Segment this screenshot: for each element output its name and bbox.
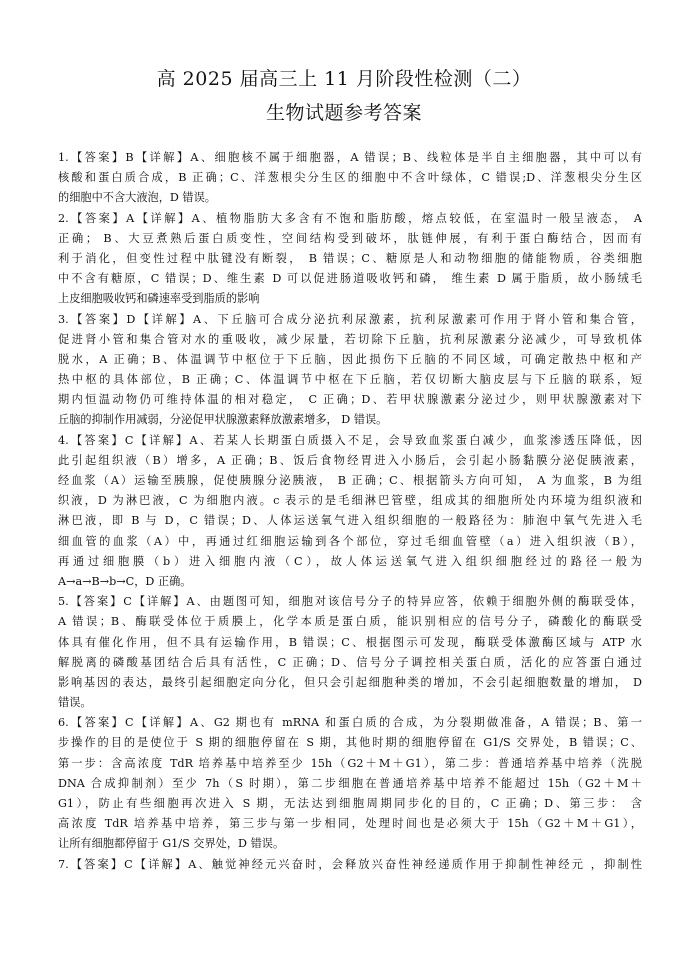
text-line: 第一步：含高浓度 TdR 培养基中培养至少 15h（G2＋M＋G1），第二步：普通培养基中培养（洗脱: [58, 756, 642, 770]
text-line: 期内恒温动物仍可维持体温的相对稳定， C 正确；D、若甲状腺激素分泌过少，则甲状腺激素对下: [58, 393, 642, 407]
text-line: 再通过细胞膜（b）进入细胞内液（C），故人体运送氧气进入组织细胞经过的路径一般为: [58, 554, 642, 568]
text-line: 织液，D 为淋巴液，C 为细胞内液。c 表示的是毛细淋巴管壁，组成其的细胞所处内环境为组织液和: [58, 494, 642, 508]
document-title: 高 2025 届高三上 11 月阶段性检测（二）: [156, 68, 532, 90]
text-line: 经血浆（A）运输至胰腺，促使胰腺分泌胰液， B 正确；C、根据箭头方向可知， A 为血浆，B 为组: [58, 474, 642, 487]
text-line: 细血管的血浆（A）中，再通过红细胞运输到各个部位，穿过毛细血管壁（a）进入组织液（B），: [58, 534, 642, 548]
text-line: 4.【答案】C【详解】A、若某人长期蛋白质摄入不足，会导致血浆蛋白减少，血浆渗透压降低，因: [58, 433, 642, 447]
text-line: 热中枢的具体部位，B 正确；C、体温调节中枢在下丘脑，若仅切断大脑皮层与下丘脑的联系，短: [58, 373, 642, 387]
text-line: 1.【答案】B【详解】A、细胞核不属于细胞器，A 错误；B、线粒体是半自主细胞器，其中可以有: [58, 151, 642, 164]
text-line: 核酸和蛋白质合成，B 正确；C、洋葱根尖分生区的细胞中不含叶绿体，C 错误;D、洋葱根尖分生区: [58, 171, 642, 185]
text-line: 解脱离的磷酸基团结合后具有活性，C 正确；D、信号分子调控相关蛋白质，活化的应答蛋白通过: [58, 655, 642, 669]
text-line: 体具有催化作用，但不具有运输作用，B 错误；C、根据图示可发现，酶联受体激酶区域与 ATP 水: [58, 635, 642, 649]
document-subtitle: 生物试题参考答案: [265, 102, 422, 124]
text-line: 2.【答案】A【详解】A、植物脂肪大多含有不饱和脂肪酸，熔点较低，在室温时一般呈液态， A: [58, 211, 642, 225]
text-line: A→a→B→b→C，D 正确。: [58, 574, 192, 588]
text-line: 淋巴液，即 B 与 D，C 错误；D、人体运送氧气进入组织细胞的一般路径为：肺泡中氧气先进入毛: [58, 514, 642, 528]
text-line: A 错误；B、酶联受体位于质膜上，化学本质是蛋白质，能识别相应的信号分子，磷酸化的酶联受: [58, 615, 642, 629]
text-line: 此引起组织液（B）增多，A 正确；B、饭后食物经胃进入小肠后，会引起小肠黏膜分泌促胰液素，: [58, 453, 642, 467]
text-line: 高浓度 TdR 培养基中培养，第三步与第一步相同，处理时间也是必须大于 15h（G2＋M＋G1），: [58, 817, 642, 831]
text-line: 上皮细胞吸收钙和磷速率受到脂质的影响: [58, 292, 260, 306]
text-line: 7.【答案】C【详解】A、触觉神经元兴奋时，会释放兴奋性神经递质作用于抑制性神经元 ，抑制性: [58, 857, 642, 871]
text-line: 的细胞中不含大液泡，D 错误。: [58, 191, 216, 205]
text-line: 3.【答案】D【详解】A、下丘脑可合成分泌抗利尿激素，抗利尿激素可作用于肾小管和集合管，: [58, 312, 642, 326]
text-line: 丘脑的抑制作用减弱，分泌促甲状腺激素释放激素增多， D 错误。: [58, 413, 388, 427]
text-line: 步操作的目的是使位于 S 期的细胞停留在 S 期，其他时期的细胞停留在 G1/S 交界处，B 错误；C、: [58, 736, 642, 750]
text-line: G1），防止有些细胞再次进入 S 期，无法达到细胞周期同步化的目的，C 正确；D、第三步： 含: [58, 797, 642, 810]
text-line: 脱水，A 正确；B、体温调节中枢位于下丘脑，因此损伤下丘脑的不同区域，可确定散热中枢和产: [58, 352, 642, 366]
text-line: 错误。: [58, 696, 92, 710]
text-line: DNA 合成抑制剂）至少 7h（S 时期），第二步细胞在普通培养基中培养不能超过 15h（G2＋M＋: [58, 776, 642, 790]
text-line: 正确； B、大豆煮熟后蛋白质变性，空间结构受到破坏，肽链伸展，有利于蛋白酶结合，因而有: [58, 231, 642, 245]
text-line: 促进肾小管和集合管对水的重吸收，减少尿量，若切除下丘脑，抗利尿激素分泌减少，可导致机体: [58, 332, 642, 346]
text-line: 利于消化，但变性过程中肽键没有断裂， B 错误；C、糖原是人和动物细胞的储能物质，谷类细胞: [58, 251, 642, 265]
text-line: 影响基因的表达，最终引起细胞定向分化，但只会引起细胞种类的增加，不会引起细胞数量的增加， D: [58, 675, 642, 689]
answer-body: [58, 148, 642, 875]
text-line: 中不含有糖原，C 错误；D、维生素 D 可以促进肠道吸收钙和磷， 维生素 D 属于脂质，故小肠绒毛: [58, 272, 642, 286]
text-line: 5.【答案】C【详解】A、由题图可知，细胞对该信号分子的特异应答，依赖于细胞外侧的酶联受体，: [58, 595, 642, 609]
text-line: 6.【答案】C【详解】A、G2 期也有 mRNA 和蛋白质的合成，为分裂期做准备，A 错误；B、第一: [58, 716, 642, 730]
text-line: 让所有细胞都停留于 G1/S 交界处，D 错误。: [58, 837, 285, 851]
